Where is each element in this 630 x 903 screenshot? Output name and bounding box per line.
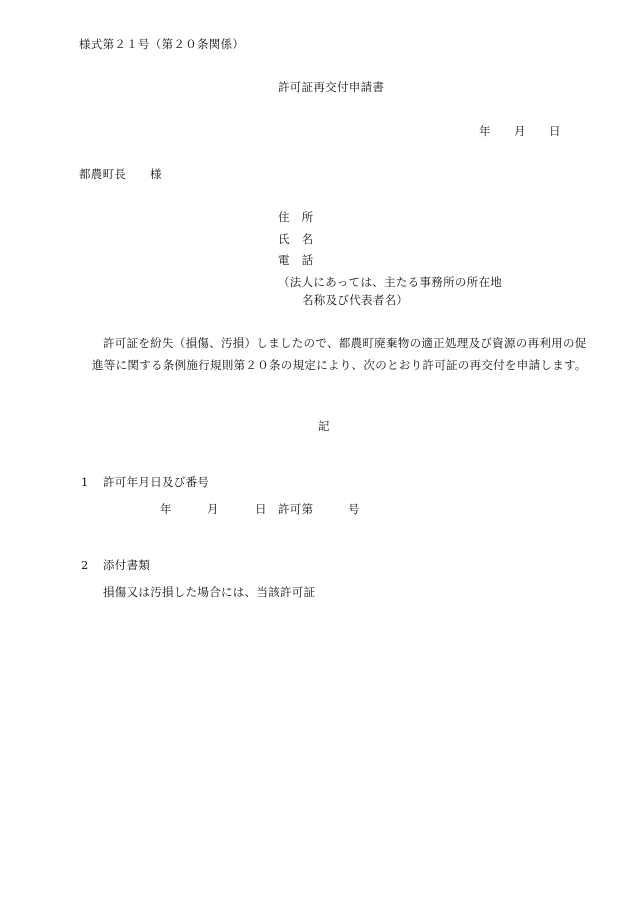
corporate-note-line1: （法人にあっては、主たる事務所の所在地 [278, 275, 503, 289]
addressee-name: 都農町長 [79, 167, 127, 181]
body-line-2: 進等に関する条例施行規則第２０条の規定により、次のとおり許可証の再交付を申請します。 [92, 358, 587, 372]
section-2-heading: 添付書類 [103, 558, 151, 572]
section-2-number: 2 [81, 558, 89, 572]
date-day-label: 日 [549, 124, 561, 138]
address-label: 住 所 [278, 210, 314, 224]
phone-label: 電 話 [278, 253, 314, 267]
permit-number-prefix: 許可第 [278, 502, 314, 516]
addressee-honorific: 様 [150, 167, 162, 181]
date-year-label: 年 [479, 124, 491, 138]
date-month-label: 月 [514, 124, 526, 138]
ki-heading: 記 [318, 419, 330, 433]
section-1-number: 1 [81, 475, 89, 489]
corporate-note-line2: 名称及び代表者名） [302, 293, 409, 307]
permit-number-suffix: 号 [348, 502, 360, 516]
form-number: 様式第２１号（第２０条関係） [79, 37, 245, 51]
body-line-1: 許可証を紛失（損傷、汚損）しましたので、都農町廃棄物の適正処理及び資源の再利用の促 [103, 336, 587, 350]
permit-month-label: 月 [207, 502, 219, 516]
name-label: 氏 名 [278, 232, 314, 246]
section-1-heading: 許可年月日及び番号 [103, 475, 210, 489]
document-title: 許可証再交付申請書 [278, 80, 385, 94]
permit-year-label: 年 [160, 502, 172, 516]
section-2-content: 損傷又は汚損した場合には、当該許可証 [103, 585, 316, 599]
permit-day-label: 日 [255, 502, 267, 516]
